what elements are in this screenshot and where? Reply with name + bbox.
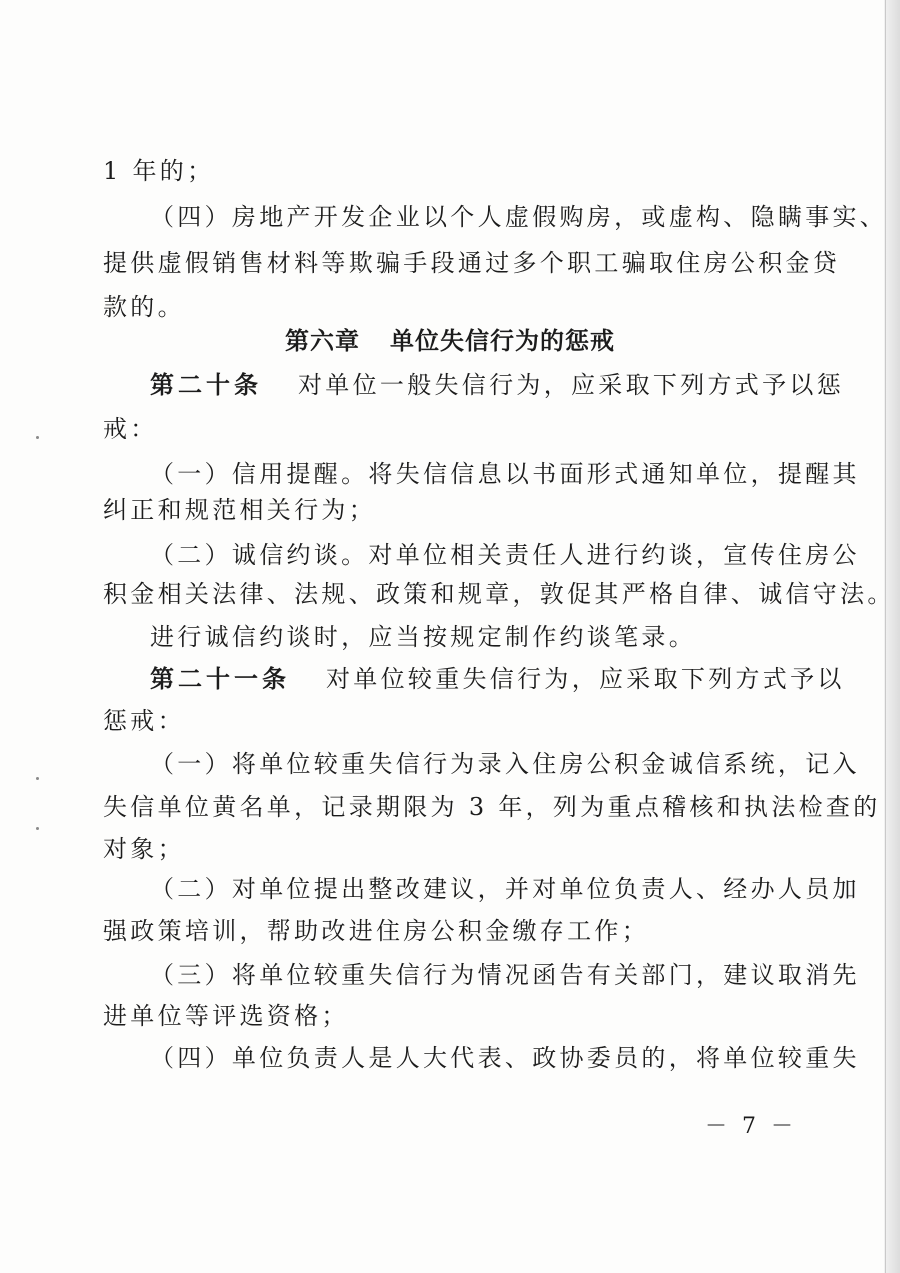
article-21-title: 第二十一条: [150, 665, 290, 693]
text-line: 戒：: [103, 415, 158, 443]
page-number: － 7 －: [705, 1114, 797, 1139]
chapter-heading: [0, 324, 900, 358]
text-line: 提供虚假销售材料等欺骗手段通过多个职工骗取住房公积金贷: [103, 249, 841, 277]
scan-speck: [36, 436, 39, 439]
text-line: （一）信用提醒。将失信信息以书面形式通知单位，提醒其: [150, 460, 860, 488]
article-20-text: 对单位一般失信行为，应采取下列方式予以惩: [298, 371, 844, 399]
text-line: （二）诚信约谈。对单位相关责任人进行约谈，宣传住房公: [150, 541, 860, 569]
article-21: [150, 662, 845, 696]
text-line: 对象；: [103, 835, 185, 863]
text-line: （二）对单位提出整改建议，并对单位负责人、经办人员加: [150, 875, 860, 903]
text-line: 惩戒：: [103, 707, 185, 735]
text-line: （四）单位负责人是人大代表、政协委员的，将单位较重失: [150, 1044, 860, 1072]
text-line: 1 年的；: [103, 157, 215, 185]
text-line: 强政策培训，帮助改进住房公积金缴存工作；: [103, 917, 649, 945]
text-line: 失信单位黄名单，记录期限为 3 年，列为重点稽核和执法检查的: [103, 793, 881, 821]
article-21-text: 对单位较重失信行为，应采取下列方式予以: [326, 665, 845, 693]
scan-speck: [36, 827, 39, 830]
scan-edge-line: [885, 0, 886, 1273]
text-line: 积金相关法律、法规、政策和规章，敦促其严格自律、诚信守法。: [103, 580, 895, 608]
text-line: 款的。: [103, 293, 185, 321]
chapter-number: 第六章: [285, 327, 360, 355]
article-20: [150, 368, 844, 402]
scan-speck: [36, 777, 39, 780]
text-line: 进单位等评选资格；: [103, 1002, 349, 1030]
chapter-title: 单位失信行为的惩戒: [390, 327, 615, 355]
article-20-title: 第二十条: [150, 371, 262, 399]
text-line: （一）将单位较重失信行为录入住房公积金诚信系统，记入: [150, 750, 860, 778]
text-line: （四）房地产开发企业以个人虚假购房，或虚构、隐瞒事实、: [150, 203, 888, 231]
text-line: 纠正和规范相关行为；: [103, 496, 376, 524]
text-line: 进行诚信约谈时，应当按规定制作约谈笔录。: [150, 623, 696, 651]
text-line: （三）将单位较重失信行为情况函告有关部门，建议取消先: [150, 961, 860, 989]
scan-edge: [884, 0, 900, 1273]
